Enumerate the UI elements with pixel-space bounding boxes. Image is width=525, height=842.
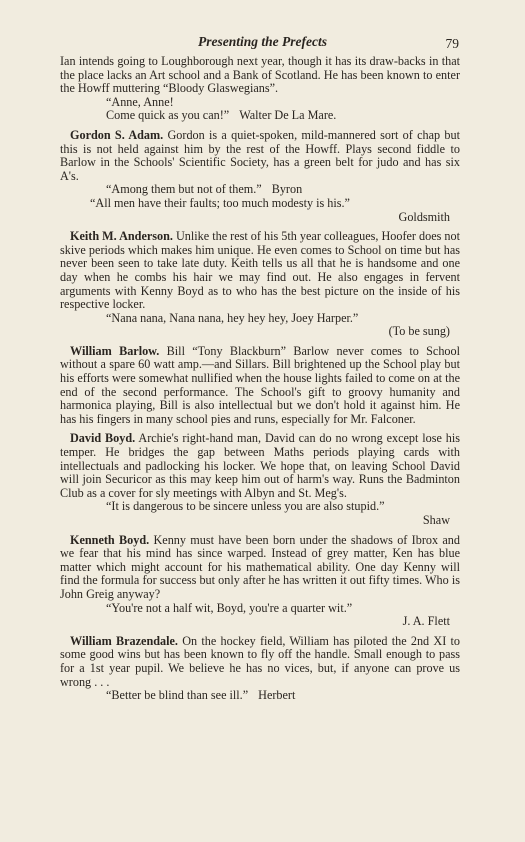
prefect-description: Unlike the rest of his 5th year colleagues, Hoofer does not skive periods which makes him unique. He even comes to School on time but has never been seen to take late duty. Keith tells us all that he is handsome and one day when he combs his hair we may find out. He also engages in fervent arguments with Kenny Boyd as to who has the best picture on the inside of his respective locker. xyxy=(60,229,461,312)
quote-text: “Better be blind than see ill.” xyxy=(106,688,249,703)
quote-attribution: (To be sung) xyxy=(388,324,450,339)
prefect-description: Gordon is a quiet-spoken, mild-mannered sort of chap but this is not held against him by the rest of the Howff. Plays second fiddle to Barlow in the Schools' Scientific Society, has a green belt for judo and has six A's. xyxy=(60,127,460,183)
prefect-name: Kenneth Boyd. xyxy=(70,532,150,547)
intro-paragraph: Ian intends going to Loughborough next year, though it has its draw-backs in that the place lacks an Art school and a Bank of Scotland. He has been known to enter the Howff muttering “Bloody Glaswegians”. xyxy=(60,54,460,96)
prefect-description: On the hockey field, William has piloted the 2nd XI to some good wins but has been known to fly off the handle. Small enough to pass for a 1st year pupil. We believe he has no vices, but, if anyone can prove us wrong . . . xyxy=(60,633,461,689)
quote-attribution: J. A. Flett xyxy=(402,614,450,629)
quote-text: Come quick as you can!” xyxy=(106,108,230,123)
prefect-name: William Barlow. xyxy=(70,343,160,358)
page-number: 79 xyxy=(445,36,459,51)
prefect-entry xyxy=(60,432,460,500)
quote-line xyxy=(60,183,460,197)
prefect-name: Gordon S. Adam. xyxy=(70,127,164,142)
quote-line: “It is dangerous to be sincere unless you are also stupid.” xyxy=(106,499,385,514)
quote-attribution: Shaw xyxy=(422,513,450,527)
prefect-entry xyxy=(60,635,460,689)
prefect-entry xyxy=(60,230,460,312)
quote-line xyxy=(60,109,460,123)
quote-attribution: Goldsmith xyxy=(398,209,450,224)
quote-line: “Nana nana, Nana nana, hey hey hey, Joey Harper.” xyxy=(106,310,359,325)
quote-attribution: Walter De La Mare. xyxy=(239,108,337,123)
quote-line: “All men have their faults; too much modesty is his.” xyxy=(90,195,350,210)
prefect-name: Keith M. Anderson. xyxy=(70,229,173,244)
quote-line: “Anne, Anne! xyxy=(106,94,174,109)
prefect-name: David Boyd. xyxy=(70,431,136,446)
running-head xyxy=(0,34,525,54)
quote-text: “Among them but not of them.” xyxy=(106,182,262,197)
quote-line: “You're not a half wit, Boyd, you're a quarter wit.” xyxy=(106,600,353,615)
quote-attribution: Byron xyxy=(271,182,303,197)
quote-line xyxy=(60,689,460,703)
prefect-entry xyxy=(60,345,460,427)
quote-attribution: Herbert xyxy=(258,688,296,703)
page-body xyxy=(60,55,460,703)
prefect-entry xyxy=(60,534,460,602)
prefect-name: William Brazendale. xyxy=(70,633,178,648)
prefect-description: Bill “Tony Blackburn” Barlow never comes to School without a spare 60 watt amp.—and Sillars. Bill brightened up the School play but his efforts were somewhat nullified when the house lights failed to come on at the end of the second performance. The School's gift to groovy humanity and harmonica playing, Bill is also intellectual but we don't hold it against him. He has his fingers in many school pies and runs, especially for Mr. Falconer. xyxy=(60,343,460,426)
prefect-description: Archie's right-hand man, David can do no wrong except lose his temper. He bridges the gap between Maths periods playing cards with intellectuals and padlocking his locker. We hope that, on leaving School David will join Securicor as this may keep him out of harm's way. Runs the Badminton Club as a cover for sly meetings with Albyn and St. Meg's. xyxy=(60,431,461,500)
prefect-entry xyxy=(60,129,460,183)
page-title: Presenting the Prefects xyxy=(198,34,327,49)
prefect-description: Kenny must have been born under the shadows of Ibrox and we fear that his mind has since warped. Instead of grey matter, Ken has blue matter which might account for his mathematical ability. One day Kenny will find the formula for success but only after he has written it out fifty times. Who is John Greig anyway? xyxy=(60,532,460,601)
